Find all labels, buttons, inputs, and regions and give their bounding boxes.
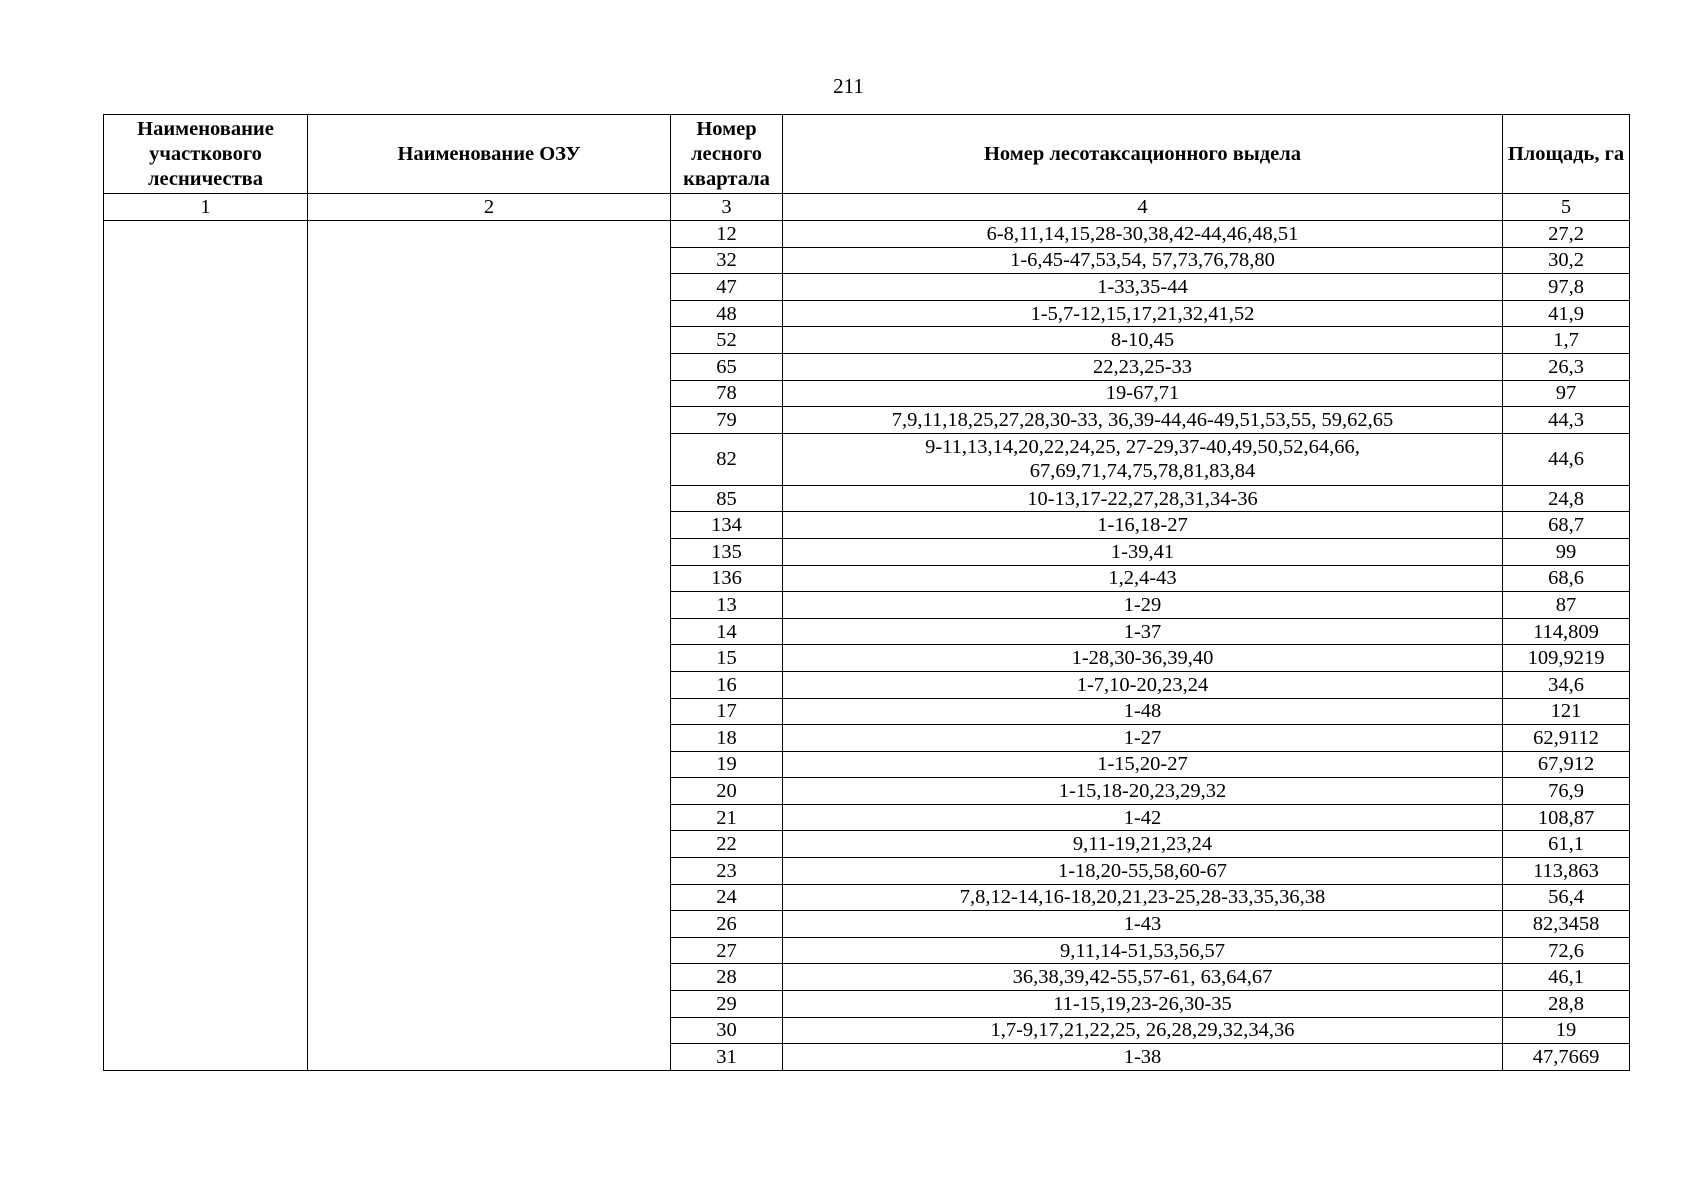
plots-cell: 7,8,12-14,16-18,20,21,23-25,28-33,35,36,38 xyxy=(783,884,1503,911)
plots-cell: 1-16,18-27 xyxy=(783,512,1503,539)
page-number: 211 xyxy=(833,74,864,98)
plots-cell: 1,7-9,17,21,22,25, 26,28,29,32,34,36 xyxy=(783,1017,1503,1044)
column-number: 3 xyxy=(671,194,783,221)
area-cell: 121 xyxy=(1503,698,1630,725)
plots-cell: 9,11,14-51,53,56,57 xyxy=(783,937,1503,964)
area-cell: 97,8 xyxy=(1503,274,1630,301)
area-cell: 46,1 xyxy=(1503,964,1630,991)
area-cell: 24,8 xyxy=(1503,485,1630,512)
quarter-cell: 47 xyxy=(671,274,783,301)
table-body xyxy=(104,194,1630,1071)
plots-cell: 1-15,18-20,23,29,32 xyxy=(783,778,1503,805)
plots-cell: 1-6,45-47,53,54, 57,73,76,78,80 xyxy=(783,247,1503,274)
plots-cell: 1-48 xyxy=(783,698,1503,725)
quarter-cell: 24 xyxy=(671,884,783,911)
quarter-cell: 14 xyxy=(671,618,783,645)
quarter-cell: 26 xyxy=(671,911,783,938)
area-cell: 113,863 xyxy=(1503,858,1630,885)
area-cell: 34,6 xyxy=(1503,671,1630,698)
quarter-cell: 82 xyxy=(671,433,783,485)
quarter-cell: 20 xyxy=(671,778,783,805)
quarter-cell: 12 xyxy=(671,221,783,248)
area-cell: 44,6 xyxy=(1503,433,1630,485)
plots-cell: 1-43 xyxy=(783,911,1503,938)
quarter-cell: 22 xyxy=(671,831,783,858)
plots-cell: 19-67,71 xyxy=(783,380,1503,407)
column-number: 4 xyxy=(783,194,1503,221)
quarter-cell: 29 xyxy=(671,991,783,1018)
quarter-cell: 21 xyxy=(671,804,783,831)
plots-cell: 1,2,4-43 xyxy=(783,565,1503,592)
quarter-cell: 19 xyxy=(671,751,783,778)
quarter-cell: 30 xyxy=(671,1017,783,1044)
plots-cell: 36,38,39,42-55,57-61, 63,64,67 xyxy=(783,964,1503,991)
quarter-cell: 85 xyxy=(671,485,783,512)
quarter-cell: 18 xyxy=(671,725,783,752)
plots-cell: 11-15,19,23-26,30-35 xyxy=(783,991,1503,1018)
plots-cell: 7,9,11,18,25,27,28,30-33, 36,39-44,46-49,51,53,55, 59,62,65 xyxy=(783,407,1503,434)
plots-cell: 1-28,30-36,39,40 xyxy=(783,645,1503,672)
quarter-cell: 13 xyxy=(671,592,783,619)
area-cell: 97 xyxy=(1503,380,1630,407)
plots-cell: 1-42 xyxy=(783,804,1503,831)
plots-cell: 1-33,35-44 xyxy=(783,274,1503,301)
plots-cell: 9,11-19,21,23,24 xyxy=(783,831,1503,858)
area-cell: 61,1 xyxy=(1503,831,1630,858)
quarter-cell: 17 xyxy=(671,698,783,725)
area-cell: 114,809 xyxy=(1503,618,1630,645)
area-cell: 19 xyxy=(1503,1017,1630,1044)
header-forestry-district: Наименование участкового лесничества xyxy=(104,115,308,194)
area-cell: 30,2 xyxy=(1503,247,1630,274)
quarter-cell: 15 xyxy=(671,645,783,672)
column-number: 1 xyxy=(104,194,308,221)
quarter-cell: 28 xyxy=(671,964,783,991)
plots-cell: 1-38 xyxy=(783,1044,1503,1071)
quarter-cell: 48 xyxy=(671,300,783,327)
plots-cell: 9-11,13,14,20,22,24,25, 27-29,37-40,49,50,52,64,66, 67,69,71,74,75,78,81,83,84 xyxy=(783,433,1503,485)
area-cell: 76,9 xyxy=(1503,778,1630,805)
quarter-cell: 134 xyxy=(671,512,783,539)
area-cell: 87 xyxy=(1503,592,1630,619)
plots-cell: 1-18,20-55,58,60-67 xyxy=(783,858,1503,885)
area-cell: 26,3 xyxy=(1503,353,1630,380)
quarter-cell: 52 xyxy=(671,327,783,354)
area-cell: 28,8 xyxy=(1503,991,1630,1018)
plots-cell: 1-39,41 xyxy=(783,538,1503,565)
quarter-cell: 31 xyxy=(671,1044,783,1071)
area-cell: 82,3458 xyxy=(1503,911,1630,938)
plots-cell: 1-37 xyxy=(783,618,1503,645)
quarter-cell: 23 xyxy=(671,858,783,885)
plots-cell: 22,23,25-33 xyxy=(783,353,1503,380)
plots-cell: 8-10,45 xyxy=(783,327,1503,354)
forestry-district-cell xyxy=(104,221,308,1071)
area-cell: 108,87 xyxy=(1503,804,1630,831)
plots-cell: 6-8,11,14,15,28-30,38,42-44,46,48,51 xyxy=(783,221,1503,248)
ozu-name-cell xyxy=(308,221,671,1071)
area-cell: 27,2 xyxy=(1503,221,1630,248)
area-cell: 47,7669 xyxy=(1503,1044,1630,1071)
area-cell: 68,7 xyxy=(1503,512,1630,539)
table-row xyxy=(104,221,1630,248)
plots-cell: 1-15,20-27 xyxy=(783,751,1503,778)
area-cell: 56,4 xyxy=(1503,884,1630,911)
column-number: 2 xyxy=(308,194,671,221)
plots-cell: 10-13,17-22,27,28,31,34-36 xyxy=(783,485,1503,512)
forest-plots-table xyxy=(103,114,1630,1071)
column-number: 5 xyxy=(1503,194,1630,221)
quarter-cell: 27 xyxy=(671,937,783,964)
header-area: Площадь, га xyxy=(1503,115,1630,194)
area-cell: 68,6 xyxy=(1503,565,1630,592)
quarter-cell: 79 xyxy=(671,407,783,434)
area-cell: 99 xyxy=(1503,538,1630,565)
header-ozu-name: Наименование ОЗУ xyxy=(308,115,671,194)
quarter-cell: 136 xyxy=(671,565,783,592)
plots-cell: 1-27 xyxy=(783,725,1503,752)
area-cell: 62,9112 xyxy=(1503,725,1630,752)
area-cell: 1,7 xyxy=(1503,327,1630,354)
plots-cell: 1-7,10-20,23,24 xyxy=(783,671,1503,698)
area-cell: 72,6 xyxy=(1503,937,1630,964)
area-cell: 109,9219 xyxy=(1503,645,1630,672)
column-number-row xyxy=(104,194,1630,221)
header-taxation-plot: Номер лесотаксационного выдела xyxy=(783,115,1503,194)
quarter-cell: 78 xyxy=(671,380,783,407)
area-cell: 44,3 xyxy=(1503,407,1630,434)
quarter-cell: 135 xyxy=(671,538,783,565)
area-cell: 41,9 xyxy=(1503,300,1630,327)
header-forest-quarter: Номер лесного квартала xyxy=(671,115,783,194)
plots-cell: 1-5,7-12,15,17,21,32,41,52 xyxy=(783,300,1503,327)
quarter-cell: 16 xyxy=(671,671,783,698)
quarter-cell: 32 xyxy=(671,247,783,274)
area-cell: 67,912 xyxy=(1503,751,1630,778)
quarter-cell: 65 xyxy=(671,353,783,380)
table-header-row xyxy=(104,115,1630,194)
plots-cell: 1-29 xyxy=(783,592,1503,619)
